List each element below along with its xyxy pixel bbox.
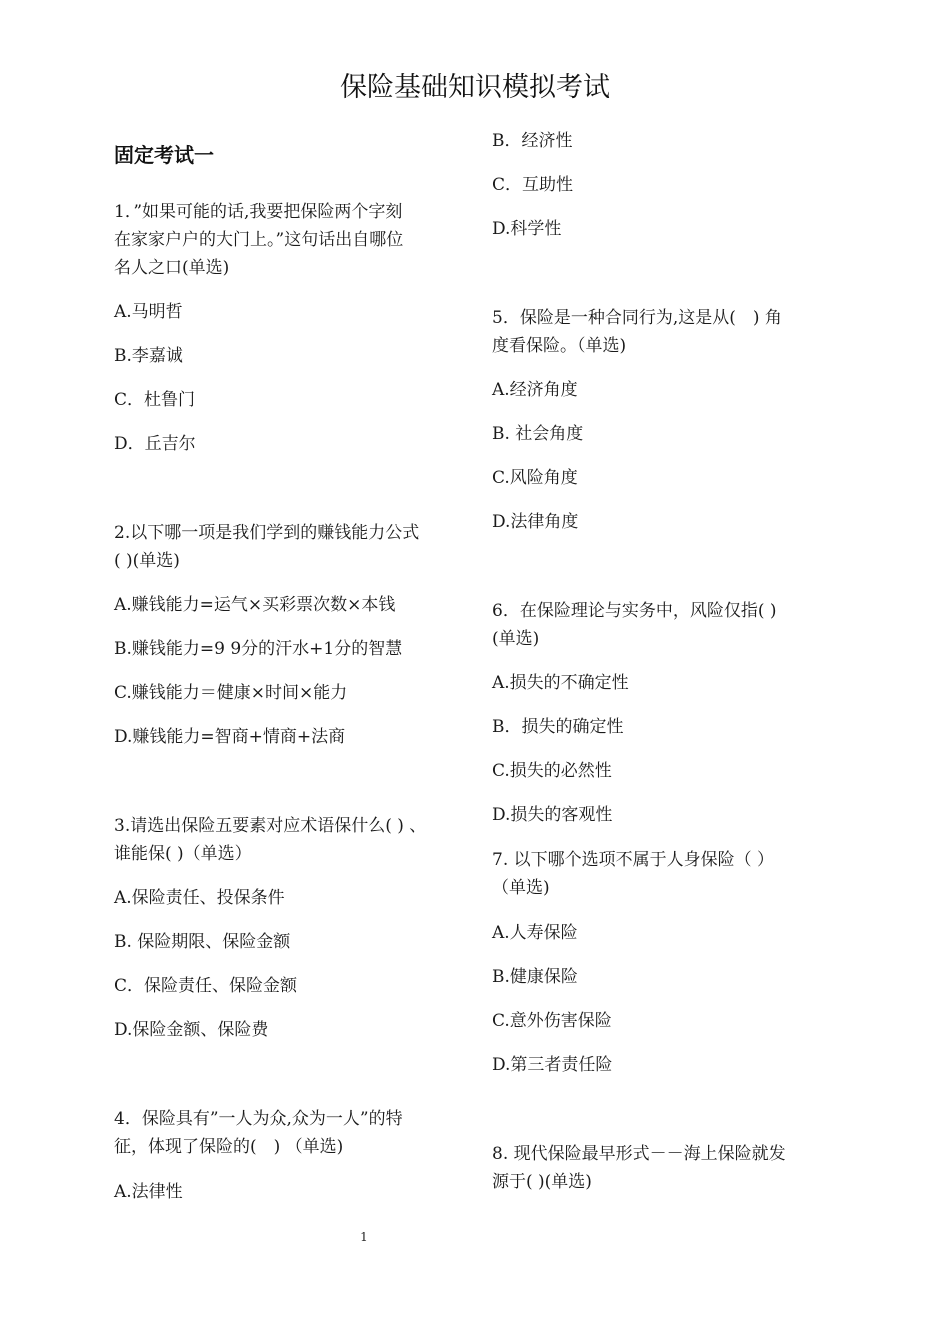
question-1-option-a: A.马明哲 <box>114 302 183 322</box>
question-2-line-2: ( )(单选) <box>114 551 180 571</box>
question-5-line-1: 5．保险是一种合同行为,这是从( ) 角 <box>492 308 782 328</box>
question-4-option-d: D.科学性 <box>492 219 562 239</box>
question-4-option-b: B．经济性 <box>492 131 573 151</box>
question-6-option-b: B．损失的确定性 <box>492 717 624 737</box>
question-7-line-2: （单选) <box>492 878 550 898</box>
question-5-option-c: C.风险角度 <box>492 468 578 488</box>
question-5-option-b: B. 社会角度 <box>492 424 584 444</box>
question-3-option-d: D.保险金额、保险费 <box>114 1020 269 1040</box>
question-7-line-1: 7. 以下哪个选项不属于人身保险（ ） <box>492 850 775 870</box>
question-2-line-1: 2.以下哪一项是我们学到的赚钱能力公式 <box>114 523 420 543</box>
question-7-option-d: D.第三者责任险 <box>492 1055 613 1075</box>
question-2-option-c: C.赚钱能力＝健康×时间×能力 <box>114 683 348 703</box>
question-1-option-c: C．杜鲁门 <box>114 390 196 410</box>
question-5-option-a: A.经济角度 <box>492 380 578 400</box>
question-3-option-b: B. 保险期限、保险金额 <box>114 932 291 952</box>
question-7-option-b: B.健康保险 <box>492 967 578 987</box>
question-5-option-d: D.法律角度 <box>492 512 579 532</box>
question-6-option-a: A.损失的不确定性 <box>492 673 629 693</box>
question-3-line-2: 谁能保( )（单选） <box>114 844 252 864</box>
question-2-option-a: A.赚钱能力=运气×买彩票次数×本钱 <box>114 595 396 615</box>
question-3-option-c: C．保险责任、保险金额 <box>114 976 298 996</box>
question-4-line-2: 征，体现了保险的( ) （单选) <box>114 1137 344 1157</box>
question-1-line-3: 名人之口(单选) <box>114 258 230 278</box>
question-1-line-1: 1．”如果可能的话,我要把保险两个字刻 <box>114 202 403 222</box>
question-6-option-d: D.损失的客观性 <box>492 805 613 825</box>
question-1-line-2: 在家家户户的大门上。”这句话出自哪位 <box>114 230 404 250</box>
question-1-option-d: D．丘吉尔 <box>114 434 196 454</box>
question-7-option-a: A.人寿保险 <box>492 923 578 943</box>
question-6-option-c: C.损失的必然性 <box>492 761 612 781</box>
page-number: 1 <box>360 1230 368 1244</box>
question-5-line-2: 度看保险。（单选) <box>492 336 627 356</box>
question-1-option-b: B.李嘉诚 <box>114 346 183 366</box>
page-title: 保险基础知识模拟考试 <box>340 72 610 103</box>
question-8-line-2: 源于( )(单选) <box>492 1172 592 1192</box>
question-4-line-1: 4．保险具有”一人为众,众为一人”的特 <box>114 1109 403 1129</box>
question-2-option-d: D.赚钱能力=智商+情商+法商 <box>114 727 346 747</box>
question-7-option-c: C.意外伤害保险 <box>492 1011 612 1031</box>
section-heading: 固定考试一 <box>114 143 214 167</box>
question-3-line-1: 3.请选出保险五要素对应术语保什么( ) 、 <box>114 816 427 836</box>
question-2-option-b: B.赚钱能力=9 9分的汗水+1分的智慧 <box>114 639 403 659</box>
question-6-line-2: (单选) <box>492 629 540 649</box>
question-3-option-a: A.保险责任、投保条件 <box>114 888 285 908</box>
question-8-line-1: 8. 现代保险最早形式－－海上保险就发 <box>492 1144 786 1164</box>
question-6-line-1: 6．在保险理论与实务中，风险仅指( ) <box>492 601 777 621</box>
question-4-option-a: A.法律性 <box>114 1182 183 1202</box>
question-4-option-c: C．互助性 <box>492 175 574 195</box>
